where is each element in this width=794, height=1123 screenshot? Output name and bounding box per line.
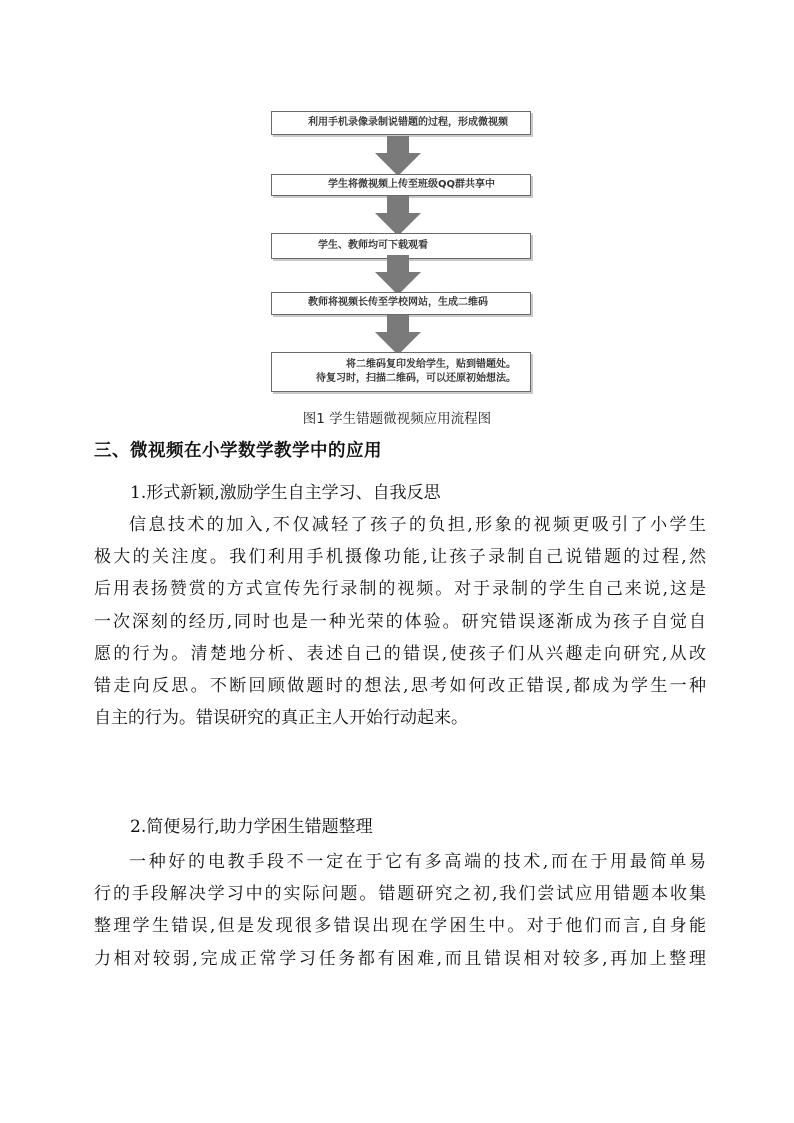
down-arrow-icon [373,196,423,236]
paragraph-line: 整理学生错误,但是发现很多错误出现在学困生中。对于他们而言,自身能 [94,916,706,937]
paragraph-line: 愿的行为。清楚地分析、表述自己的错误,使孩子们从兴趣走向研究,从改 [94,643,706,664]
flowchart [0,0,794,410]
flow-step-2-text: 学生将微视频上传至班级QQ群共享中 [328,179,496,190]
flow-step-5 [271,352,531,392]
figure-caption: 图1 学生错题微视频应用流程图 [302,411,492,427]
subheading-1: 1.形式新颖,激励学生自主学习、自我反思 [130,483,441,503]
down-arrow-icon [373,136,423,176]
flow-step-4-text: 教师将视频长传至学校网站，生成二维码 [308,297,488,308]
down-arrow-icon [373,315,423,355]
paragraph-line: 自主的行为。错误研究的真正主人开始行动起来。 [94,708,468,729]
down-arrow-icon [373,255,423,295]
paragraph-line: 力相对较弱,完成正常学习任务都有困难,而且错误相对较多,再加上整理 [94,948,706,969]
paragraph-line: 信息技术的加入,不仅减轻了孩子的负担,形象的视频更吸引了小学生 [129,515,706,535]
paragraph-line: 错走向反思。不断回顾做题时的想法,思考如何改正错误,都成为学生一种 [94,676,706,697]
paragraph-1 [94,509,706,734]
flow-step-2 [271,174,531,196]
flow-step-5-line-1: 将二维码复印发给学生，贴到错题处。 [346,359,516,370]
flow-step-4 [271,292,531,315]
flow-step-1 [271,111,531,135]
paragraph-line: 后用表扬赞赏的方式宣传先行录制的视频。对于录制的学生自己来说,这是 [94,579,706,600]
flow-step-3-text: 学生、教师均可下载观看 [318,240,428,251]
paragraph-line: 一种好的电教手段不一定在于它有多高端的技术,而在于用最简单易 [129,852,706,872]
flow-step-5-line-2: 待复习时，扫描二维码，可以还原初始想法。 [316,373,516,384]
subheading-2: 2.简便易行,助力学困生错题整理 [130,817,373,837]
paragraph-line: 极大的关注度。我们利用手机摄像功能,让孩子录制自己说错题的过程,然 [94,547,706,568]
paragraph-2 [94,846,706,975]
paragraph-line: 行的手段解决学习中的实际问题。错题研究之初,我们尝试应用错题本收集 [94,884,706,905]
flow-step-1-text: 利用手机录像录制说错题的过程，形成微视频 [308,117,508,128]
section-heading: 三、微视频在小学数学教学中的应用 [94,441,382,461]
paragraph-line: 一次深刻的经历,同时也是一种光荣的体验。研究错误逐渐成为孩子自觉自 [94,611,706,632]
